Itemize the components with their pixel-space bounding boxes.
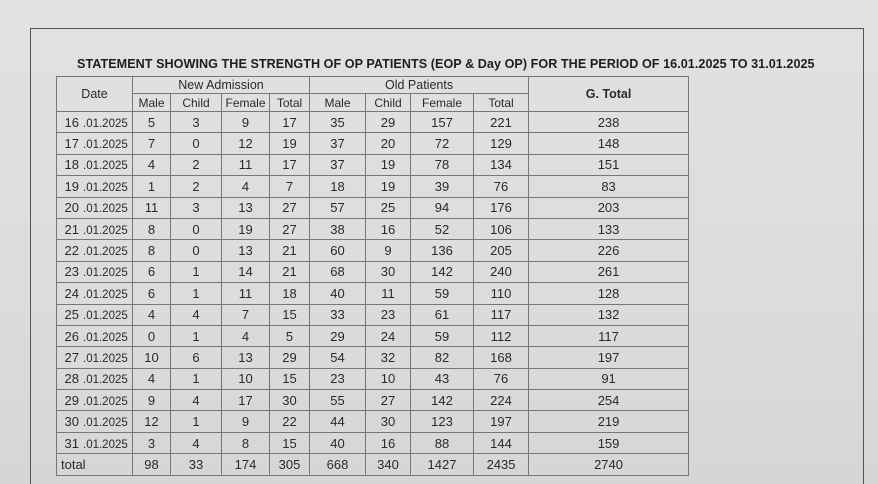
cell-new-female: 4 [222, 325, 270, 346]
cell-new-total: 5 [270, 325, 310, 346]
cell-old-female: 72 [411, 133, 474, 154]
cell-old-child: 10 [366, 368, 411, 389]
cell-old-female: 94 [411, 197, 474, 218]
cell-old-female: 88 [411, 432, 474, 453]
cell-grand-total: 151 [529, 154, 689, 175]
cell-old-male: 38 [310, 218, 366, 239]
cell-new-male: 4 [133, 368, 171, 389]
cell-grand-total: 254 [529, 390, 689, 411]
header-old-female: Female [411, 94, 474, 112]
cell-new-female: 13 [222, 347, 270, 368]
cell-new-male: 12 [133, 411, 171, 432]
cell-old-child: 19 [366, 176, 411, 197]
cell-new-child: 1 [171, 325, 222, 346]
date-day: 31 [64, 435, 79, 451]
date-day: 16 [64, 114, 79, 130]
cell-old-female: 157 [411, 112, 474, 133]
cell-new-child: 1 [171, 368, 222, 389]
date-month-year: .01.2025 [83, 310, 128, 323]
cell-old-male: 60 [310, 240, 366, 261]
header-new-total: Total [270, 94, 310, 112]
table-row [57, 283, 689, 304]
date-day: 23 [64, 264, 79, 280]
cell-new-child: 2 [171, 154, 222, 175]
cell-date [57, 390, 133, 411]
total-old-female: 1427 [411, 454, 474, 475]
cell-old-total: 176 [474, 197, 529, 218]
cell-old-total: 197 [474, 411, 529, 432]
cell-new-female: 9 [222, 112, 270, 133]
cell-old-child: 30 [366, 261, 411, 282]
table-row [57, 368, 689, 389]
cell-new-child: 1 [171, 261, 222, 282]
header-new-child: Child [171, 94, 222, 112]
cell-grand-total: 117 [529, 325, 689, 346]
cell-new-male: 6 [133, 283, 171, 304]
cell-new-female: 4 [222, 176, 270, 197]
total-new-total: 305 [270, 454, 310, 475]
cell-new-total: 19 [270, 133, 310, 154]
header-old-patients: Old Patients [310, 77, 529, 94]
cell-old-total: 117 [474, 304, 529, 325]
date-day: 17 [64, 136, 79, 152]
cell-old-male: 23 [310, 368, 366, 389]
cell-old-child: 29 [366, 112, 411, 133]
cell-new-total: 17 [270, 112, 310, 133]
date-month-year: .01.2025 [83, 139, 128, 152]
date-day: 30 [64, 414, 79, 430]
date-month-year: .01.2025 [83, 267, 128, 280]
cell-new-child: 4 [171, 432, 222, 453]
cell-old-child: 16 [366, 432, 411, 453]
cell-new-child: 1 [171, 411, 222, 432]
cell-date [57, 304, 133, 325]
cell-date [57, 325, 133, 346]
cell-new-child: 3 [171, 197, 222, 218]
table-row [57, 218, 689, 239]
cell-new-total: 22 [270, 411, 310, 432]
cell-old-female: 43 [411, 368, 474, 389]
totals-row [57, 454, 689, 475]
date-month-year: .01.2025 [83, 160, 128, 173]
cell-grand-total: 148 [529, 133, 689, 154]
cell-grand-total: 133 [529, 218, 689, 239]
cell-old-female: 123 [411, 411, 474, 432]
cell-old-female: 39 [411, 176, 474, 197]
cell-new-child: 2 [171, 176, 222, 197]
cell-new-male: 7 [133, 133, 171, 154]
cell-new-female: 7 [222, 304, 270, 325]
cell-new-child: 1 [171, 283, 222, 304]
cell-old-male: 33 [310, 304, 366, 325]
cell-new-female: 9 [222, 411, 270, 432]
cell-grand-total: 83 [529, 176, 689, 197]
cell-old-total: 110 [474, 283, 529, 304]
cell-date [57, 197, 133, 218]
cell-new-male: 3 [133, 432, 171, 453]
date-month-year: .01.2025 [83, 331, 128, 344]
cell-old-female: 59 [411, 283, 474, 304]
date-month-year: .01.2025 [83, 395, 128, 408]
cell-old-male: 54 [310, 347, 366, 368]
date-month-year: .01.2025 [83, 181, 128, 194]
cell-old-child: 27 [366, 390, 411, 411]
cell-new-male: 1 [133, 176, 171, 197]
header-date: Date [57, 77, 133, 112]
cell-date [57, 154, 133, 175]
header-old-total: Total [474, 94, 529, 112]
cell-old-total: 106 [474, 218, 529, 239]
date-month-year: .01.2025 [83, 224, 128, 237]
cell-old-female: 136 [411, 240, 474, 261]
cell-old-male: 29 [310, 325, 366, 346]
header-grand-total: G. Total [529, 77, 689, 112]
date-day: 27 [64, 349, 79, 365]
cell-new-child: 3 [171, 112, 222, 133]
cell-old-child: 24 [366, 325, 411, 346]
cell-new-male: 9 [133, 390, 171, 411]
cell-old-total: 221 [474, 112, 529, 133]
total-old-male: 668 [310, 454, 366, 475]
cell-old-male: 68 [310, 261, 366, 282]
cell-new-total: 27 [270, 197, 310, 218]
header-row-groups [57, 77, 689, 94]
table-row [57, 154, 689, 175]
cell-old-female: 142 [411, 261, 474, 282]
cell-new-total: 29 [270, 347, 310, 368]
cell-new-female: 8 [222, 432, 270, 453]
date-month-year: .01.2025 [83, 288, 128, 301]
cell-old-total: 129 [474, 133, 529, 154]
cell-date [57, 368, 133, 389]
cell-old-total: 134 [474, 154, 529, 175]
cell-grand-total: 132 [529, 304, 689, 325]
cell-old-male: 40 [310, 432, 366, 453]
cell-new-male: 10 [133, 347, 171, 368]
cell-date [57, 176, 133, 197]
cell-new-child: 0 [171, 133, 222, 154]
totals-label: total [57, 454, 133, 475]
table-row [57, 411, 689, 432]
cell-old-total: 144 [474, 432, 529, 453]
table-row [57, 176, 689, 197]
cell-old-child: 20 [366, 133, 411, 154]
total-new-child: 33 [171, 454, 222, 475]
cell-new-total: 18 [270, 283, 310, 304]
total-grand-total: 2740 [529, 454, 689, 475]
cell-date [57, 112, 133, 133]
table-row [57, 304, 689, 325]
cell-date [57, 218, 133, 239]
cell-old-female: 59 [411, 325, 474, 346]
cell-old-child: 16 [366, 218, 411, 239]
cell-new-female: 11 [222, 154, 270, 175]
cell-grand-total: 91 [529, 368, 689, 389]
date-day: 20 [64, 200, 79, 216]
cell-new-female: 13 [222, 240, 270, 261]
date-day: 25 [64, 307, 79, 323]
cell-old-total: 76 [474, 176, 529, 197]
cell-grand-total: 197 [529, 347, 689, 368]
cell-old-total: 240 [474, 261, 529, 282]
cell-date [57, 283, 133, 304]
cell-new-total: 17 [270, 154, 310, 175]
cell-old-total: 168 [474, 347, 529, 368]
date-day: 19 [64, 178, 79, 194]
cell-old-male: 18 [310, 176, 366, 197]
date-day: 29 [64, 392, 79, 408]
cell-old-child: 30 [366, 411, 411, 432]
cell-grand-total: 159 [529, 432, 689, 453]
cell-new-total: 21 [270, 261, 310, 282]
table-row [57, 347, 689, 368]
cell-old-male: 55 [310, 390, 366, 411]
cell-new-child: 6 [171, 347, 222, 368]
cell-old-female: 52 [411, 218, 474, 239]
cell-date [57, 261, 133, 282]
cell-grand-total: 219 [529, 411, 689, 432]
cell-old-child: 25 [366, 197, 411, 218]
cell-old-female: 78 [411, 154, 474, 175]
cell-new-male: 8 [133, 240, 171, 261]
cell-date [57, 347, 133, 368]
cell-grand-total: 261 [529, 261, 689, 282]
cell-new-child: 4 [171, 390, 222, 411]
header-new-male: Male [133, 94, 171, 112]
cell-old-child: 9 [366, 240, 411, 261]
date-day: 21 [64, 221, 79, 237]
total-new-female: 174 [222, 454, 270, 475]
cell-new-male: 0 [133, 325, 171, 346]
cell-new-male: 5 [133, 112, 171, 133]
cell-new-male: 11 [133, 197, 171, 218]
statement-title: STATEMENT SHOWING THE STRENGTH OF OP PATIENTS (EOP & Day OP) FOR THE PERIOD OF 16.01.2025 TO 31.01.2025 [77, 57, 815, 71]
table-row [57, 133, 689, 154]
cell-old-female: 61 [411, 304, 474, 325]
cell-old-male: 57 [310, 197, 366, 218]
date-day: 18 [64, 157, 79, 173]
cell-grand-total: 128 [529, 283, 689, 304]
table-row [57, 240, 689, 261]
cell-grand-total: 238 [529, 112, 689, 133]
date-month-year: .01.2025 [83, 203, 128, 216]
cell-new-child: 0 [171, 240, 222, 261]
cell-old-male: 37 [310, 154, 366, 175]
table-row [57, 112, 689, 133]
cell-new-male: 4 [133, 154, 171, 175]
date-day: 24 [64, 285, 79, 301]
cell-old-total: 112 [474, 325, 529, 346]
cell-new-total: 30 [270, 390, 310, 411]
cell-old-child: 19 [366, 154, 411, 175]
cell-new-male: 8 [133, 218, 171, 239]
table-row [57, 325, 689, 346]
cell-grand-total: 226 [529, 240, 689, 261]
cell-date [57, 240, 133, 261]
cell-date [57, 432, 133, 453]
cell-new-total: 15 [270, 368, 310, 389]
cell-new-male: 4 [133, 304, 171, 325]
cell-old-child: 32 [366, 347, 411, 368]
cell-old-female: 142 [411, 390, 474, 411]
date-day: 28 [64, 371, 79, 387]
cell-date [57, 133, 133, 154]
table-row [57, 390, 689, 411]
cell-new-female: 12 [222, 133, 270, 154]
cell-old-male: 44 [310, 411, 366, 432]
cell-old-total: 205 [474, 240, 529, 261]
cell-old-male: 35 [310, 112, 366, 133]
date-month-year: .01.2025 [83, 417, 128, 430]
cell-new-total: 15 [270, 304, 310, 325]
op-strength-table [56, 76, 689, 476]
cell-old-child: 23 [366, 304, 411, 325]
cell-new-child: 0 [171, 218, 222, 239]
cell-new-female: 14 [222, 261, 270, 282]
cell-old-total: 224 [474, 390, 529, 411]
total-new-male: 98 [133, 454, 171, 475]
cell-old-total: 76 [474, 368, 529, 389]
cell-new-child: 4 [171, 304, 222, 325]
cell-new-male: 6 [133, 261, 171, 282]
total-old-total: 2435 [474, 454, 529, 475]
cell-new-total: 15 [270, 432, 310, 453]
cell-new-female: 10 [222, 368, 270, 389]
date-month-year: .01.2025 [83, 246, 128, 259]
table-row [57, 432, 689, 453]
cell-new-total: 21 [270, 240, 310, 261]
date-month-year: .01.2025 [83, 438, 128, 451]
cell-new-female: 19 [222, 218, 270, 239]
cell-old-male: 37 [310, 133, 366, 154]
cell-new-female: 13 [222, 197, 270, 218]
cell-old-child: 11 [366, 283, 411, 304]
header-new-female: Female [222, 94, 270, 112]
date-month-year: .01.2025 [83, 352, 128, 365]
header-old-child: Child [366, 94, 411, 112]
total-old-child: 340 [366, 454, 411, 475]
date-day: 22 [64, 243, 79, 259]
cell-old-male: 40 [310, 283, 366, 304]
table-row [57, 261, 689, 282]
cell-grand-total: 203 [529, 197, 689, 218]
date-month-year: .01.2025 [83, 117, 128, 130]
cell-new-total: 7 [270, 176, 310, 197]
cell-old-female: 82 [411, 347, 474, 368]
header-new-admission: New Admission [133, 77, 310, 94]
cell-new-female: 11 [222, 283, 270, 304]
cell-date [57, 411, 133, 432]
date-day: 26 [64, 328, 79, 344]
date-month-year: .01.2025 [83, 374, 128, 387]
cell-new-female: 17 [222, 390, 270, 411]
header-old-male: Male [310, 94, 366, 112]
cell-new-total: 27 [270, 218, 310, 239]
table-row [57, 197, 689, 218]
